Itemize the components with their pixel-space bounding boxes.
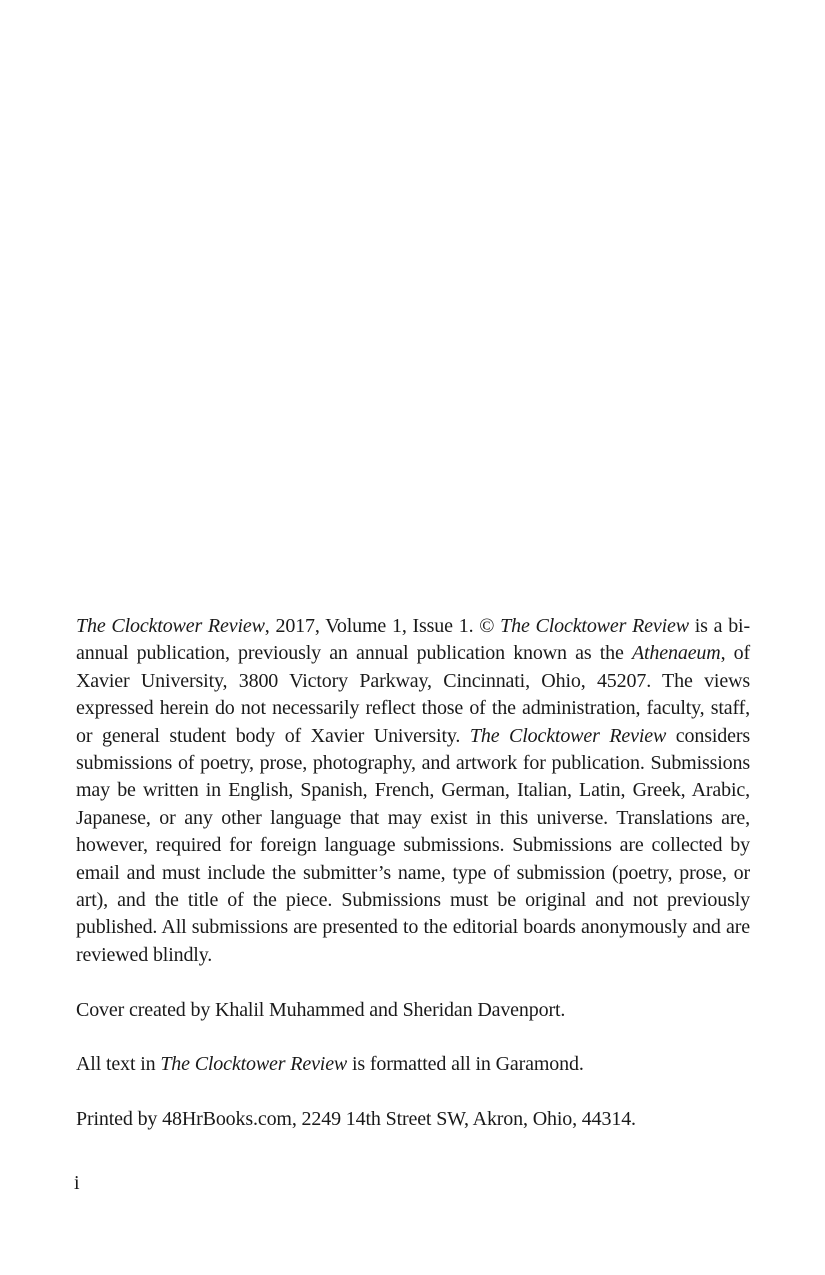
journal-title: The Clocktower Review xyxy=(160,1053,348,1076)
publication-statement xyxy=(76,613,750,969)
font-note-text: is formatted all in Garamond. xyxy=(347,1053,584,1076)
journal-title: The Clocktower Review xyxy=(469,724,667,747)
statement-text: is a bi-annual publication, previously an annual publication known as the xyxy=(76,615,750,665)
journal-title: The Clocktower Review xyxy=(76,615,265,637)
former-title: Athenaeum xyxy=(631,642,721,665)
printer-credit: Printed by 48HrBooks.com, 2249 14th Street SW, Akron, Ohio, 44314. xyxy=(76,1108,636,1131)
font-note xyxy=(76,1051,750,1078)
statement-text: , 2017, Volume 1, Issue 1. © xyxy=(264,615,501,637)
statement-text: , of Xavier University, 3800 Victory Parkway, Cincinnati, Ohio, 45207. The views expressed herein do not necessarily reflect those of the administration, faculty, staff, or general student body of Xavier University. xyxy=(76,642,751,747)
statement-text: considers submissions of poetry, prose, photography, and artwork for publication. Submissions may be written in English, Spanish, French, German, Italian, Latin, Greek, Arabic, Japanese, or any other language that may exist in this universe. Translations are, however, required for foreign language submissions. Submissions are collected by email and must include the submitter’s name, type of submission (poetry, prose, or art), and the title of the piece. Submissions must be original and not previously published. All submissions are presented to the editorial boards anonymously and are reviewed blindly. xyxy=(76,724,750,966)
font-note-text: All text in xyxy=(76,1053,161,1076)
copyright-notice xyxy=(76,613,750,1134)
page-number: i xyxy=(74,1172,80,1194)
journal-title: The Clocktower Review xyxy=(500,615,689,637)
cover-credit: Cover created by Khalil Muhammed and Sheridan Davenport. xyxy=(76,998,566,1021)
